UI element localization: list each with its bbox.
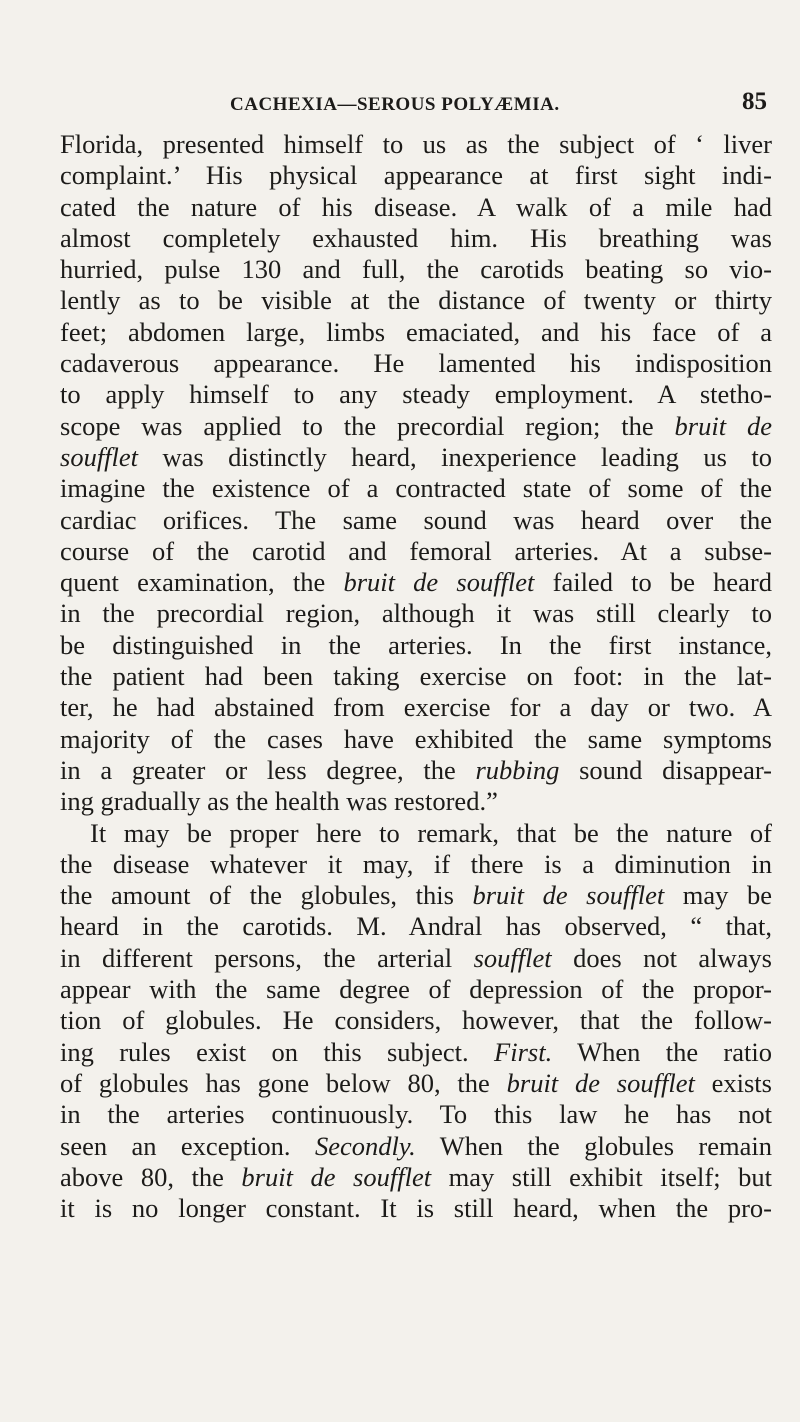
text-segment: in the arteries continuously. To this law he has not [60, 1099, 772, 1130]
text-segment: almost completely exhausted him. His breathing was [60, 222, 772, 253]
text-line [60, 786, 772, 817]
text-segment: in the precordial region, although it was still clearly to [60, 598, 772, 629]
text-line [60, 1131, 772, 1162]
text-segment: of globules has gone below 80, the [60, 1067, 507, 1098]
text-segment: exists [694, 1067, 772, 1098]
text-segment: quent examination, the [60, 567, 344, 598]
text-segment: feet; abdomen large, limbs emaciated, and his face of a [60, 316, 772, 347]
text-segment: complaint.’ His physical appearance at first sight indi- [60, 160, 772, 191]
italic-text: Secondly. [314, 1130, 416, 1161]
body-text [60, 129, 772, 1224]
text-line [60, 755, 772, 786]
italic-text: bruit de soufflet [506, 1067, 695, 1098]
text-segment: to apply himself to any steady employment. A stetho- [60, 379, 772, 410]
text-line [60, 192, 772, 223]
text-line [60, 818, 772, 849]
text-segment: imagine the existence of a contracted state of some of the [60, 473, 772, 504]
italic-text: bruit de soufflet [472, 880, 665, 911]
text-segment: may be [664, 880, 773, 911]
text-segment: ter, he had abstained from exercise for a day or two. A [60, 692, 772, 723]
text-segment: may still exhibit itself; but [431, 1161, 772, 1192]
text-segment: seen an exception. [60, 1130, 315, 1161]
text-segment: does not always [551, 942, 772, 973]
italic-text: soufflet [60, 441, 139, 472]
text-segment: scope was applied to the precordial region; the [60, 410, 675, 441]
text-line [60, 724, 772, 755]
text-segment: in different persons, the arterial [60, 942, 474, 973]
page-number: 85 [742, 88, 767, 115]
text-segment: cardiac orifices. The same sound was heard over the [60, 504, 772, 535]
text-segment: the disease whatever it may, if there is a diminution in [60, 848, 772, 879]
text-segment: cated the nature of his disease. A walk of a mile had [60, 191, 772, 222]
text-segment: It may be proper here to remark, that be the nature of [90, 817, 772, 848]
text-line [60, 317, 772, 348]
text-line [60, 661, 772, 692]
text-line [60, 598, 772, 629]
text-line [60, 1099, 772, 1130]
text-line [60, 473, 772, 504]
text-segment: appear with the same degree of depression of the propor- [60, 974, 772, 1005]
text-line [60, 160, 772, 191]
text-segment: the patient had been taking exercise on foot: in the lat- [60, 661, 772, 692]
text-line [60, 505, 772, 536]
text-line [60, 285, 772, 316]
text-line [60, 129, 772, 160]
text-line [60, 880, 772, 911]
text-segment: sound disappear- [559, 754, 772, 785]
text-line [60, 1162, 772, 1193]
text-segment: in a greater or less degree, the [60, 754, 476, 785]
running-head [60, 88, 772, 124]
text-line [60, 1037, 772, 1068]
italic-text: First. [494, 1036, 553, 1067]
text-line [60, 943, 772, 974]
text-segment: majority of the cases have exhibited the same symptoms [60, 723, 772, 754]
italic-text: bruit de soufflet [343, 567, 535, 598]
text-line [60, 911, 772, 942]
text-line [60, 1193, 772, 1224]
text-segment: lently as to be visible at the distance of twenty or thirty [60, 285, 772, 316]
text-line [60, 1005, 772, 1036]
text-segment: was distinctly heard, inexperience leading us to [138, 441, 772, 472]
text-segment: tion of globules. He considers, however, that the follow- [60, 1005, 772, 1036]
text-segment: ing rules exist on this subject. [60, 1036, 495, 1067]
text-segment: course of the carotid and femoral arteries. At a subse- [60, 535, 772, 566]
text-line [60, 254, 772, 285]
text-segment: When the ratio [552, 1036, 772, 1067]
text-segment: Florida, presented himself to us as the subject of ‘ liver [60, 129, 772, 159]
text-segment: hurried, pulse 130 and full, the carotids beating so vio- [60, 254, 772, 285]
text-line [60, 1068, 772, 1099]
text-line [60, 692, 772, 723]
text-line [60, 442, 772, 473]
text-segment: When the globules remain [415, 1130, 772, 1161]
text-line [60, 411, 772, 442]
italic-text: rubbing [475, 754, 560, 785]
text-line [60, 348, 772, 379]
text-segment: ing gradually as the health was restored.” [60, 786, 498, 817]
text-segment: heard in the carotids. M. Andral has observed, “ that, [60, 911, 772, 942]
text-segment: be distinguished in the arteries. In the first instance, [60, 629, 772, 660]
text-line [60, 223, 772, 254]
text-line [60, 567, 772, 598]
text-segment: the amount of the globules, this [60, 880, 473, 911]
text-segment: failed to be heard [534, 567, 772, 598]
text-line [60, 630, 772, 661]
text-segment: above 80, the [60, 1161, 242, 1192]
text-line [60, 849, 772, 880]
italic-text: bruit de soufflet [241, 1161, 432, 1192]
italic-text: soufflet [473, 942, 552, 973]
text-line [60, 536, 772, 567]
running-title: CACHEXIA—SEROUS POLYÆMIA. [230, 94, 560, 115]
italic-text: bruit de [674, 410, 772, 441]
text-segment: it is no longer constant. It is still heard, when the pro- [60, 1193, 772, 1224]
text-line [60, 379, 772, 410]
text-segment: cadaverous appearance. He lamented his indisposition [60, 348, 772, 379]
text-line [60, 974, 772, 1005]
